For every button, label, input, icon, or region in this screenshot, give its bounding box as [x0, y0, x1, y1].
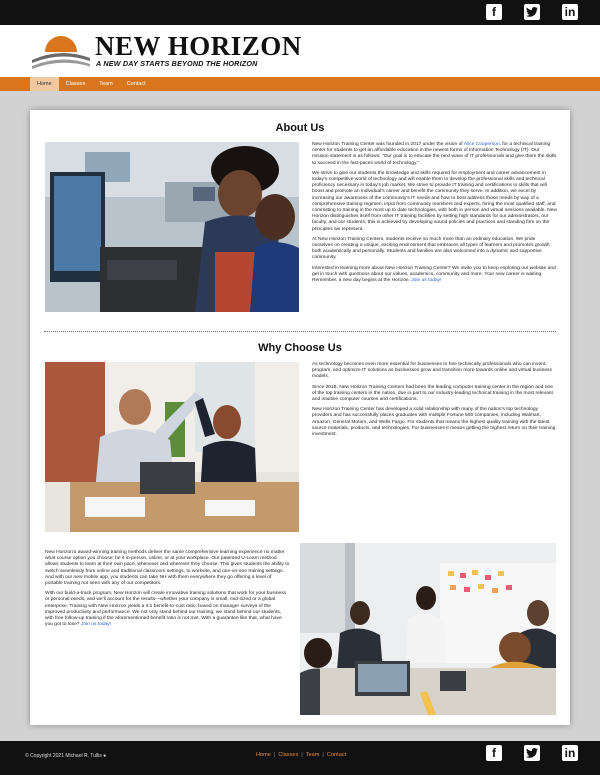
section-divider [44, 331, 556, 332]
about-paragraph-2: We strive to give our students the knowledge and skills required for employment and career advancement in today's competitive world of technology and will enable them to develop the professional skills and technical proficiency necessary in today's job market. We strive to provide IT training and certifications in skills that will boost and promote an individual's career and benefit the community they serve. In addition, we excel by increasing our awareness of the community's IT needs and how to best address those needs by way of a comprehensive training regimen, input from community members and experts, hiring the most qualified staff, and committing to training in the most up to date technologies, with both in person and virtual sessions available. New Horizon distinguishes itself from other IT training facilities by setting high standards for our administrators, our faculty, and our students; this is achieved by developing sound policies and practices and standing firm on the principles we represent. [312, 170, 557, 232]
about-text [312, 142, 557, 288]
social-links-footer [486, 745, 578, 761]
founder-link[interactable]: Alice Cooperson [463, 142, 500, 147]
about-p1-text: New Horizon Training Center was founded in 2017 under the vision of [312, 142, 464, 147]
footer-link-home[interactable]: Home [256, 752, 271, 758]
about-paragraph-3: At New Horizon Training Centers, students receive so much more than an ordinary education. We pride ourselves on creating a unique, exciting environment that embraces all types of learners and promotes growth both academically and personally. Students and families are also welcomed into a dynamic and supportive community. [312, 236, 550, 261]
why-paragraph-3: New Horizon Training Center has developed a solid relationship with many of the nation's top technology providers and has successfully places graduates with multiple Fortune 500 companies, including Walmart, Amazon, General Motors, and Wells Fargo. For students that means the highest quality training with the latest source materials, products, and technologies. For businesses it means getting the highest return on their training investment. [312, 407, 556, 438]
why-text-bottom [45, 550, 290, 632]
why-paragraph-4: New Horizon's award-winning training methods deliver the same comprehensive learning experience no matter what course option you choose; be it in-person, online, or at your workplace. Our patented U-Learn method allows students to learn at their own pace, whenever and wherever they choose. This gives students the ability to switch seamlessly from online and traditional classroom settings, to worksite, and one-on-one training settings. And with our new mobile app, you students can take NH with them everywhere they go offering a level of portable training not seen with any of our competitors. [45, 550, 290, 587]
social-links-top [486, 4, 578, 20]
join-us-link-why[interactable]: Join us today! [80, 622, 112, 628]
about-p1-text-end: . for a technical training center for students to get an affordable education in the newest forms of Information Technology (IT). Our mission statement is as follows: "Our goal is to educate the next wave of IT professionals and give them the skills to succeed in the fast-paces world of technology." [312, 142, 557, 166]
site-header [0, 25, 600, 77]
about-paragraph-4 [312, 266, 557, 285]
nav-item-contact[interactable]: Contact [126, 81, 146, 87]
site-footer [0, 741, 600, 775]
team-meeting-photo [300, 543, 556, 715]
nav-item-home[interactable]: Home [30, 77, 59, 91]
nav-item-classes[interactable]: Classes [65, 81, 86, 87]
linkedin-icon[interactable]: in [562, 745, 578, 761]
twitter-icon[interactable] [524, 745, 540, 761]
students-computers-photo [45, 142, 299, 312]
about-heading: About Us [275, 122, 325, 134]
copyright-text: © Copyright 2021 Michael R. Tullis ● [25, 753, 107, 759]
linkedin-icon[interactable]: in [562, 4, 578, 20]
footer-separator: | [273, 752, 276, 758]
footer-link-team[interactable]: Team [305, 752, 320, 758]
facebook-icon[interactable]: f [486, 4, 502, 20]
footer-separator: | [322, 752, 324, 758]
facebook-icon[interactable]: f [486, 745, 502, 761]
footer-link-classes[interactable]: Classes [278, 752, 299, 758]
why-text-top [312, 362, 557, 442]
top-bar [0, 0, 600, 25]
why-paragraph-5 [45, 591, 290, 628]
why-paragraph-2: Since 2018, New Horizon Training Centers had been the leading computer training center in the region and one of the top training centers in the nation, due in part to our industry-leading technical training in the most relevant and intuitive computer courses and certifications. [312, 384, 553, 403]
sunrise-logo-icon[interactable] [30, 30, 92, 72]
footer-separator: | [301, 752, 303, 758]
nav-item-team[interactable]: Team [99, 81, 113, 87]
why-p5-text: With our build-a-track program, New Horizon will create innovative training solutions that work for your business or personal needs, and we'll account for the results—whether your company is small, mid-sized or a global enterprise. Training with New Horizon yields a 4:1 benefit-to-cost ratio, based on manager surveys of the improved productivity and performance. We not only stand behind our training, we stand behind our students, with free follow-up training if the aforementioned benefit ratio is not met. With a guarantee like that, what have you got to lose? [45, 591, 287, 628]
twitter-icon[interactable] [524, 4, 540, 20]
about-paragraph-1 [312, 142, 557, 167]
footer-link-contact[interactable]: Contact [326, 752, 347, 758]
about-p4-text: Interested in learning more about New Horizon Training Center? We invite you to keep exploring our website and get in touch with questions about our values, academics, community and more. Your new career is waiting. Remember, a new day begins at the Horizon. [312, 265, 556, 284]
brand-title: NEW HORIZON [95, 31, 302, 61]
why-heading: Why Choose Us [258, 342, 342, 354]
why-paragraph-1: As technology becomes even more essential for businesses to hire technically professionals who can invent, program, and optimize IT solutions as businesses grow and transition more towards online and virtual business models. [312, 362, 552, 380]
join-us-link-about[interactable]: Join us today! [411, 278, 442, 284]
brand-tagline: A NEW DAY STARTS BEYOND THE HORIZON [96, 59, 258, 68]
footer-nav [256, 752, 346, 758]
high-five-office-photo [45, 362, 299, 532]
main-nav [0, 77, 600, 91]
content-card [30, 110, 570, 725]
